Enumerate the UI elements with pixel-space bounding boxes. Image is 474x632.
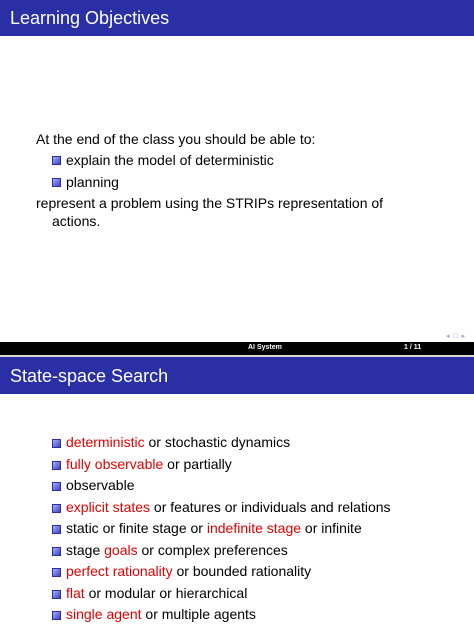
- item-rest: or partially: [163, 456, 232, 472]
- item-rest: or complex preferences: [137, 542, 288, 558]
- objective-item: planning: [66, 174, 119, 190]
- item-rest: or bounded rationality: [172, 563, 312, 579]
- bullet-icon: [52, 482, 61, 491]
- highlight-term: indefinite stage: [206, 520, 302, 536]
- item-pre: static or finite stage or: [66, 520, 207, 536]
- highlight-term: goals: [104, 542, 138, 558]
- item-rest: or infinite: [301, 520, 362, 536]
- bullet-icon: [52, 525, 61, 534]
- bullet-icon: [52, 156, 61, 165]
- dimension-item: [66, 562, 311, 580]
- footer-left-block: [0, 342, 168, 355]
- highlight-term: fully observable: [66, 456, 164, 472]
- dimension-item: [66, 433, 290, 451]
- objective-paragraph-line: actions.: [52, 213, 101, 229]
- intro-text: At the end of the class you should be able to:: [36, 131, 316, 147]
- highlight-term: single agent: [66, 606, 142, 622]
- bullet-icon: [52, 590, 61, 599]
- footer-title: AI System: [248, 344, 282, 351]
- objective-paragraph-line: represent a problem using the STRIPs representation of: [36, 195, 384, 211]
- bullet-icon: [52, 611, 61, 620]
- item-rest: or stochastic dynamics: [144, 434, 291, 450]
- item-rest: or modular or hierarchical: [84, 585, 248, 601]
- highlight-term: perfect rationality: [66, 563, 173, 579]
- footer-page-number: 1 / 11: [404, 344, 422, 351]
- item-rest: or multiple agents: [141, 606, 256, 622]
- dimension-item: [66, 519, 362, 537]
- bullet-icon: [52, 504, 61, 513]
- highlight-term: deterministic: [66, 434, 145, 450]
- bullet-icon: [52, 461, 61, 470]
- highlight-term: flat: [66, 585, 85, 601]
- slide-title: State-space Search: [10, 366, 169, 386]
- slide-state-space-search: [0, 357, 474, 632]
- item-pre: stage: [66, 542, 105, 558]
- highlight-term: explicit states: [66, 499, 151, 515]
- slide-footer: [0, 342, 474, 355]
- slide-title-bar: [0, 357, 474, 394]
- slide-title-bar: [0, 0, 474, 36]
- item-rest: or features or individuals and relations: [150, 499, 391, 515]
- item-rest: observable: [66, 477, 135, 493]
- bullet-icon: [52, 178, 61, 187]
- dimension-item: [66, 584, 247, 602]
- dimension-item: [66, 498, 391, 516]
- dimension-item: [66, 605, 256, 623]
- slide-navigation-icons[interactable]: ◂ □ ▸: [446, 333, 467, 340]
- bullet-icon: [52, 568, 61, 577]
- objective-item: explain the model of deterministic: [66, 152, 274, 168]
- dimension-item: [66, 476, 135, 494]
- dimension-item: [66, 455, 232, 473]
- slide-title: Learning Objectives: [10, 8, 170, 28]
- bullet-icon: [52, 547, 61, 556]
- dimension-item: [66, 541, 288, 559]
- bullet-icon: [52, 439, 61, 448]
